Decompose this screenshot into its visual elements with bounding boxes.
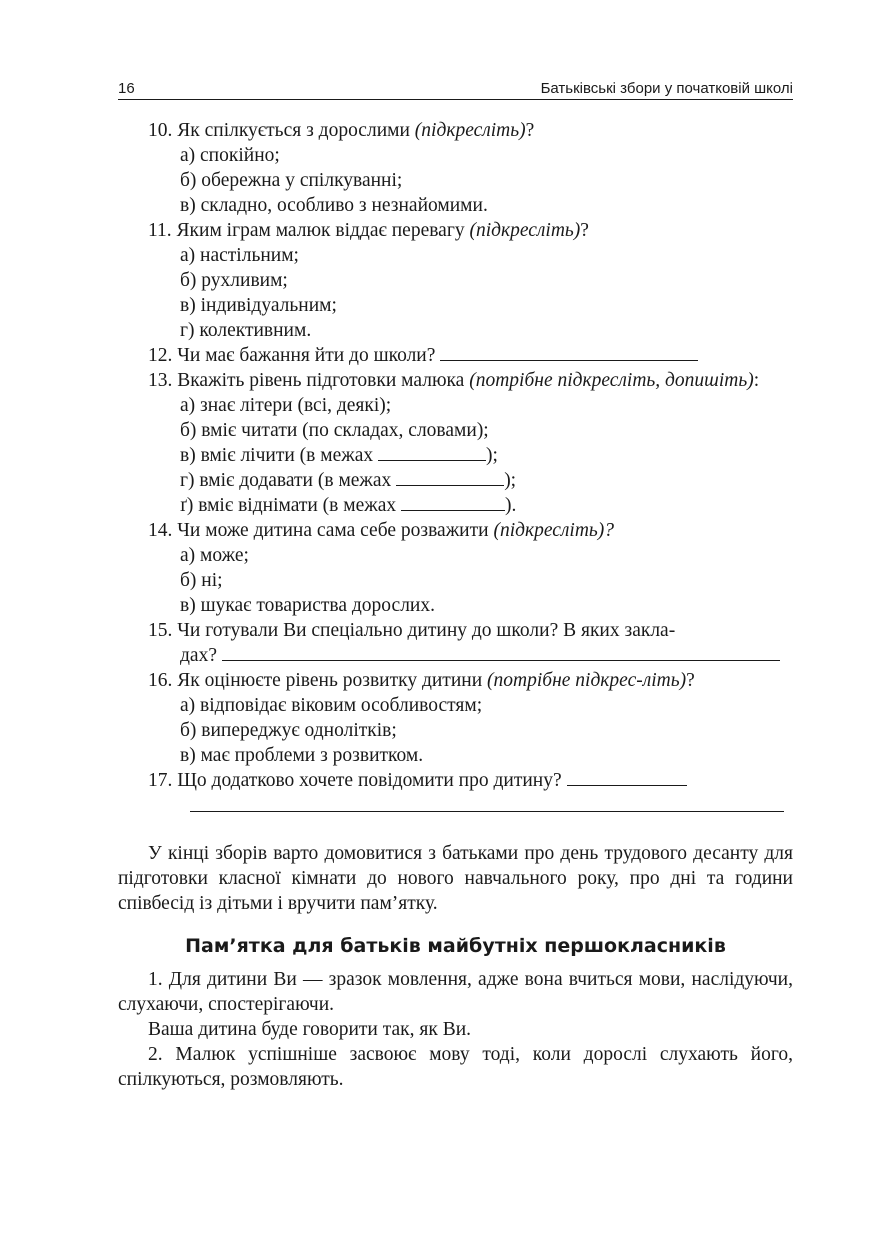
memo-note: Ваша дитина буде говорити так, як Ви.	[148, 1019, 472, 1040]
option: а) настільним;	[180, 245, 299, 266]
option: г) вміє додавати (в межах );	[180, 470, 517, 491]
option: б) ні;	[180, 570, 223, 591]
option: в) має проблеми з розвитком.	[180, 745, 424, 766]
answer-blank[interactable]	[396, 468, 504, 486]
question-11: 11. Яким іграм малюк віддає перевагу (підкресліть)?	[148, 220, 589, 241]
closing-paragraph: У кінці зборів варто домовитися з батьками про день трудового десанту для підготовки класної кімнати до нового навчального року, про дні та години співбесід із дітьми і вручити пам’ятку.	[118, 843, 793, 914]
option: в) складно, особливо з незнайомими.	[180, 195, 488, 216]
answer-line[interactable]	[190, 793, 784, 812]
option: в) шукає товариства дорослих.	[180, 595, 435, 616]
answer-blank[interactable]	[222, 643, 780, 661]
option: б) обережна у спілкуванні;	[180, 170, 403, 191]
page-header	[118, 79, 793, 100]
option: г) колективним.	[180, 320, 312, 341]
memo-title: Пам’ятка для батьків майбутніх першокласників	[185, 935, 726, 957]
question-12: 12. Чи має бажання йти до школи?	[118, 343, 793, 368]
option: б) вміє читати (по складах, словами);	[180, 420, 489, 441]
question-15: 15. Чи готували Ви спеціально дитину до школи? В яких закла-	[148, 620, 676, 641]
answer-blank[interactable]	[378, 443, 486, 461]
question-10: 10. Як спілкується з дорослими (підкресліть)?	[148, 120, 535, 141]
option: ґ) вміє віднімати (в межах ).	[180, 495, 517, 516]
question-16: 16. Як оцінюєте рівень розвитку дитини (потрібне підкрес-літь)?	[148, 670, 695, 691]
answer-blank[interactable]	[567, 768, 687, 786]
option: а) відповідає віковим особливостям;	[180, 695, 483, 716]
option: в) вміє лічити (в межах );	[180, 445, 498, 466]
option: а) спокійно;	[180, 145, 280, 166]
page-number: 16	[118, 80, 135, 97]
page-body	[118, 118, 793, 1092]
question-15-cont: дах?	[118, 643, 793, 668]
option: б) рухливим;	[180, 270, 288, 291]
question-14: 14. Чи може дитина сама себе розважити (підкресліть)?	[148, 520, 615, 541]
memo-item-1: 1. Для дитини Ви — зразок мовлення, адже вона вчиться мови, наслідуючи, слухаючи, спостерігаючи.	[118, 969, 793, 1015]
running-title: Батьківські збори у початковій школі	[540, 80, 793, 97]
answer-blank[interactable]	[401, 493, 505, 511]
option: б) випереджує однолітків;	[180, 720, 397, 741]
option: в) індивідуальним;	[180, 295, 337, 316]
memo-item-2: 2. Малюк успішніше засвоює мову тоді, коли дорослі слухають його, спілкуються, розмовляють.	[118, 1044, 793, 1090]
question-17: 17. Що додатково хочете повідомити про дитину?	[118, 768, 793, 793]
option: а) може;	[180, 545, 249, 566]
answer-blank[interactable]	[440, 343, 698, 361]
question-13: 13. Вкажіть рівень підготовки малюка (потрібне підкресліть, допишіть):	[148, 370, 760, 391]
spacer	[118, 812, 793, 841]
option: а) знає літери (всі, деякі);	[180, 395, 392, 416]
